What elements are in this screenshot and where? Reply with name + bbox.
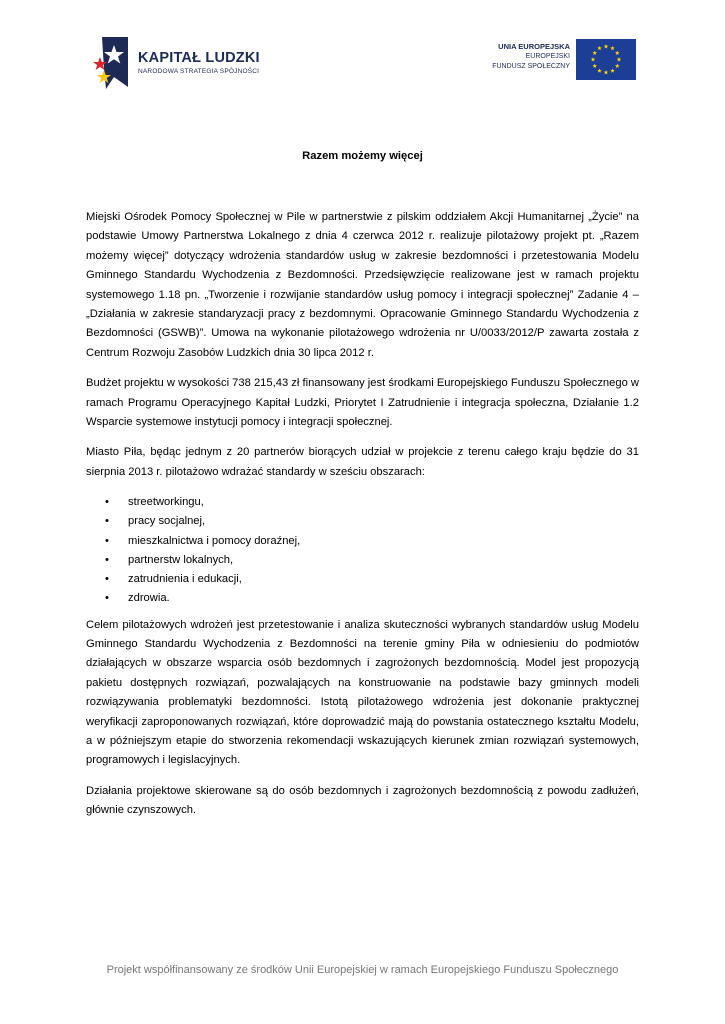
list-item-text: streetworkingu, bbox=[128, 496, 204, 509]
kapital-ludzki-subtitle: NARODOWA STRATEGIA SPÓJNOŚCI bbox=[138, 68, 260, 75]
kapital-ludzki-mark-icon bbox=[92, 37, 128, 89]
document-body bbox=[86, 208, 639, 832]
list-item bbox=[86, 493, 639, 512]
eu-logo-line2: EUROPEJSKI bbox=[525, 53, 570, 60]
kapital-ludzki-title: KAPITAŁ LUDZKI bbox=[138, 50, 260, 66]
eu-efs-logo bbox=[478, 39, 636, 81]
paragraph-intro: Miejski Ośrodek Pomocy Społecznej w Pile w partnerstwie z pilskim oddziałem Akcji Humanitarnej „Życie” na podstawie Umowy Partnerstwa Lokalnego z dnia 4 czerwca 2012 r. realizuje pilotażowy projekt pt. „Razem możemy więcej” dotyczący wdrożenia standardów usług w zakresie bezdomności i przetestowania Modelu Gminnego Standardu Wychodzenia z Bezdomności. Przedsięwzięcie realizowane jest w ramach projektu systemowego 1.18 pn. „Tworzenie i rozwijanie standardów usług pomocy i integracji społecznej” Zadanie 4 – „Działania w zakresie standaryzacji pracy z bezdomnymi. Opracowanie Gminnego Standardu Wychodzenia z Bezdomności (GSWB)”. Umowa na wykonanie pilotażowego wdrożenia nr U/0033/2012/P zawarta została z Centrum Rozwoju Zasobów Ludzkich dnia 30 lipca 2012 r. bbox=[86, 211, 639, 359]
list-item-text: mieszkalnictwa i pomocy doraźnej, bbox=[128, 534, 301, 547]
bullet-icon: • bbox=[105, 573, 109, 586]
document-title: Razem możemy więcej bbox=[302, 150, 423, 162]
list-item bbox=[86, 512, 639, 531]
eu-logo-line3: FUNDUSZ SPOŁECZNY bbox=[492, 63, 570, 70]
eu-logo-text bbox=[492, 42, 570, 72]
bullet-icon: • bbox=[105, 553, 109, 566]
paragraph-areas-intro: Miasto Piła, będąc jednym z 20 partnerów biorących udział w projekcie z terenu całego kraju będzie do 31 sierpnia 2013 r. pilotażowo wdrażać standardy w sześciu obszarach: bbox=[86, 446, 639, 478]
paragraph-budget: Budżet projektu w wysokości 738 215,43 zł finansowany jest środkami Europejskiego Funduszu Społecznego w ramach Programu Operacyjnego Kapitał Ludzki, Priorytet I Zatrudnienie i integracja społeczna, Działanie 1.2 Wsparcie systemowe instytucji pomocy i integracji społecznej. bbox=[86, 377, 639, 429]
list-item-text: zdrowia. bbox=[128, 592, 170, 605]
list-item bbox=[86, 551, 639, 570]
list-item bbox=[86, 570, 639, 589]
paragraph-target-group: Działania projektowe skierowane są do osób bezdomnych i zagrożonych bezdomnością z powodu zadłużeń, głównie czynszowych. bbox=[86, 784, 639, 817]
list-item-text: partnerstw lokalnych, bbox=[128, 553, 234, 566]
bullet-icon: • bbox=[105, 592, 109, 605]
list-item bbox=[86, 532, 639, 551]
list-item-text: zatrudnienia i edukacji, bbox=[128, 573, 242, 586]
footer-cofinancing-note: Projekt współfinansowany ze środków Unii Europejskiej w ramach Europejskiego Funduszu Społecznego bbox=[106, 964, 619, 976]
list-item-text: pracy socjalnej, bbox=[128, 515, 206, 528]
kapital-ludzki-logo bbox=[92, 37, 272, 93]
bullet-icon: • bbox=[105, 534, 109, 547]
eu-logo-line1: UNIA EUROPEJSKA bbox=[498, 42, 570, 51]
list-item bbox=[86, 589, 639, 608]
bullet-icon: • bbox=[105, 515, 109, 528]
areas-list bbox=[86, 493, 639, 608]
eu-flag-icon bbox=[576, 39, 636, 80]
paragraph-goals: Celem pilotażowych wdrożeń jest przetestowanie i analiza skuteczności wybranych standardów usług Modelu Gminnego Standardu Wychodzenia z Bezdomności na terenie gminy Piła w odniesieniu do podmiotów działających w obszarze wsparcia osób bezdomnych i zagrożonych bezdomnością. Model jest propozycją pakietu dostępnych rozwiązań, pozwalających na konstruowanie na podstawie bazy gminnych modeli rozwiązywania problematyki bezdomności. Istotą pilotażowego wdrożenia jest dokonanie praktycznej weryfikacji zaproponowanych rozwiązań, które doprowadzić mają do powstania ostatecznego kształtu Modelu, a w późniejszym etapie do stworzenia rekomendacji wskazujących kierunek zmian rozwiązań systemowych, programowych i legislacyjnych. bbox=[86, 618, 639, 767]
bullet-icon: • bbox=[105, 496, 109, 509]
